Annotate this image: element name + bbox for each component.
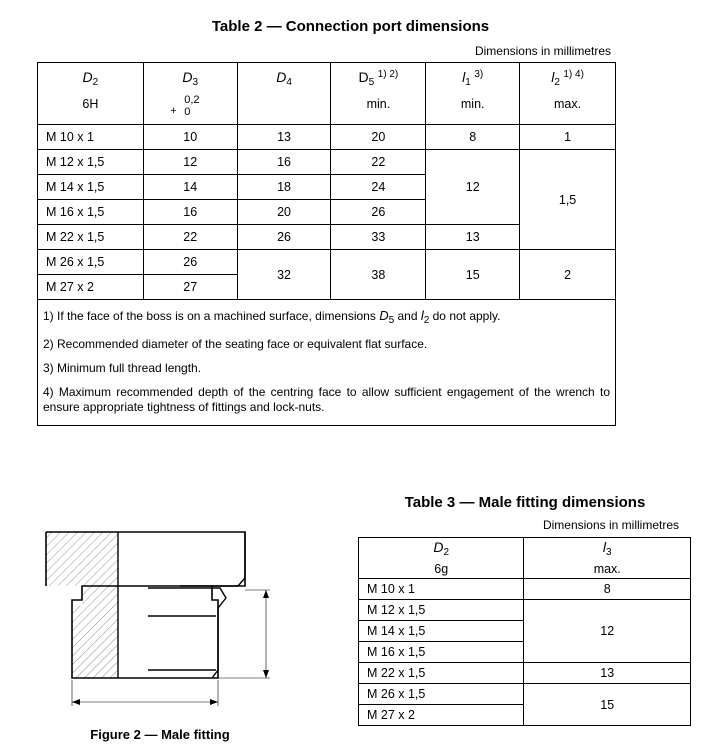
- cell-d2: M 27 x 2: [359, 705, 524, 726]
- cell-d5: 20: [331, 125, 426, 150]
- cell-l2-merged: 2: [520, 250, 616, 300]
- cell-d5: 33: [331, 225, 426, 250]
- header-d2-tolerance: 6H: [38, 95, 144, 125]
- cell-d2: M 26 x 1,5: [38, 250, 144, 275]
- cell-d2: M 22 x 1,5: [38, 225, 144, 250]
- cell-d3: 22: [143, 225, 237, 250]
- cell-d4: 20: [237, 200, 331, 225]
- cell-d4: 18: [237, 175, 331, 200]
- table2-footnotes-row: [38, 300, 616, 426]
- cell-d2: M 16 x 1,5: [359, 642, 524, 663]
- cell-d3: 26: [143, 250, 237, 275]
- cell-l1-merged: 12: [426, 150, 520, 225]
- cell-l1: 8: [426, 125, 520, 150]
- cell-l3: 13: [524, 663, 691, 684]
- header-l1-min: min.: [426, 95, 520, 125]
- table-row: [359, 579, 691, 600]
- footnote-2: 2) Recommended diameter of the seating face or equivalent flat surface.: [43, 337, 428, 351]
- cell-d2: M 16 x 1,5: [38, 200, 144, 225]
- table2-title: Table 2 — Connection port dimensions: [211, 18, 490, 35]
- table-row: [359, 600, 691, 621]
- table2-header-row-2: [38, 95, 616, 125]
- cell-d3: 14: [143, 175, 237, 200]
- cell-d2: M 10 x 1: [38, 125, 144, 150]
- footnote-1: 1) If the face of the boss is on a machined surface, dimensions $D_5$ and $l_2$ do not apply.: [43, 308, 501, 326]
- table-row: [38, 250, 616, 275]
- cell-d2: M 14 x 1,5: [38, 175, 144, 200]
- table-row: [38, 125, 616, 150]
- cell-d2: M 22 x 1,5: [359, 663, 524, 684]
- cell-d4: 16: [237, 150, 331, 175]
- table3-header-row: [359, 538, 691, 579]
- cell-d3: 27: [143, 275, 237, 300]
- table-row: [38, 150, 616, 175]
- cell-d2: M 10 x 1: [359, 579, 524, 600]
- table2-footnotes: [38, 300, 616, 426]
- cell-d3: 12: [143, 150, 237, 175]
- cell-d2: M 27 x 2: [38, 275, 144, 300]
- cell-d2: M 26 x 1,5: [359, 684, 524, 705]
- cell-l1: 13: [426, 225, 520, 250]
- cell-d5: 26: [331, 200, 426, 225]
- cell-d2: M 14 x 1,5: [359, 621, 524, 642]
- footnote-4: 4) Maximum recommended depth of the centring face to allow sufficient engagement of the wrench to ensure appropriate tightness of fittings and lock-nuts.: [43, 385, 610, 414]
- male-fitting-drawing: [30, 520, 280, 720]
- table-row: [359, 684, 691, 705]
- cell-l3: 8: [524, 579, 691, 600]
- cell-l2: 1: [520, 125, 616, 150]
- table3-male-fitting-dimensions: [358, 537, 691, 726]
- cell-d5: 22: [331, 150, 426, 175]
- figure2-caption: Figure 2 — Male fitting: [90, 727, 230, 742]
- cell-d2: M 12 x 1,5: [38, 150, 144, 175]
- cell-d3: 16: [143, 200, 237, 225]
- cell-d3: 10: [143, 125, 237, 150]
- cell-d4-merged: 32: [237, 250, 331, 300]
- cell-l1-merged: 15: [426, 250, 520, 300]
- header-l2: $l_2$ $^{1) 4)}$: [520, 63, 616, 96]
- header-d5: $D_5$ $^{1) 2)}$: [331, 63, 426, 96]
- header-l2-max: max.: [520, 95, 616, 125]
- table3-dimensions-note: Dimensions in millimetres: [542, 518, 679, 532]
- cell-d4: 26: [237, 225, 331, 250]
- table3-title: Table 3 — Male fitting dimensions: [404, 494, 646, 511]
- header-d2: $D_2$: [38, 63, 144, 96]
- cell-l3-merged: 15: [524, 684, 691, 726]
- header-l1: $l_1$ $^{3)}$: [426, 63, 520, 96]
- cell-l2-merged: 1,5: [520, 150, 616, 250]
- cell-d5: 24: [331, 175, 426, 200]
- table2-dimensions-note: Dimensions in millimetres: [474, 44, 611, 58]
- header-l3: $l_3$ max.: [524, 538, 691, 579]
- cell-d4: 13: [237, 125, 331, 150]
- footnote-3: 3) Minimum full thread length.: [43, 361, 202, 375]
- header-d3: $D_3$: [143, 63, 237, 96]
- table2-connection-port-dimensions: [37, 62, 616, 426]
- table-row: [359, 663, 691, 684]
- cell-d2: M 12 x 1,5: [359, 600, 524, 621]
- header-d4-blank: [237, 95, 331, 125]
- header-d2: $D_2$ 6g: [359, 538, 524, 579]
- header-d5-min: min.: [331, 95, 426, 125]
- header-d4: $D_4$: [237, 63, 331, 96]
- cell-d5-merged: 38: [331, 250, 426, 300]
- header-d3-tolerance: + 0,2 0: [143, 95, 237, 125]
- table2-header-row-1: [38, 63, 616, 96]
- cell-l3-merged: 12: [524, 600, 691, 663]
